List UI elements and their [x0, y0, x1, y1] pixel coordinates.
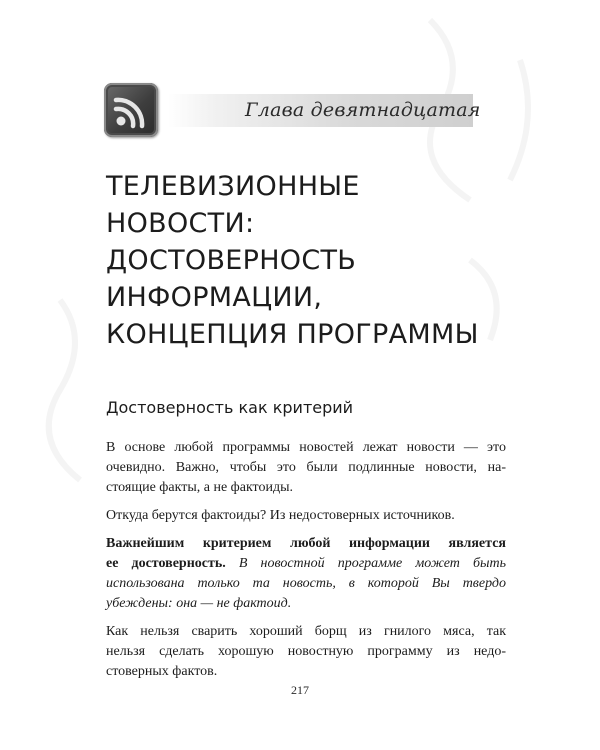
paragraph-line: [106, 574, 506, 594]
paragraph-4: [106, 622, 506, 682]
paragraph-line: [106, 594, 506, 614]
broadcast-icon: [104, 83, 158, 137]
section-heading: Достоверность как критерий: [106, 398, 354, 417]
paragraph-line: [106, 554, 506, 574]
paragraph-line: стоверных фактов.: [106, 664, 218, 679]
emphasis-italic: В новостной программе может быть: [225, 556, 506, 571]
chapter-title-line: НОВОСТИ:: [106, 208, 255, 239]
chapter-label: Глава девятнадцатая: [245, 99, 481, 121]
body-text: [106, 438, 506, 690]
paragraph-line: [106, 534, 506, 554]
emphasis-bold: Важнейшим критерием любой информации является: [106, 536, 506, 551]
chapter-title-line: ИНФОРМАЦИИ,: [106, 282, 323, 313]
chapter-title-line: КОНЦЕПЦИЯ ПРОГРАММЫ: [106, 319, 479, 350]
paragraph-line: стоящие факты, а не фактоиды.: [106, 480, 294, 495]
paragraph-line: Откуда берутся фактоиды? Из недостоверных источников.: [106, 508, 455, 523]
emphasis-italic: убеждены: она — не фактоид.: [106, 596, 292, 611]
page-number: 217: [291, 683, 309, 697]
paragraph-line: очевидно. Важно, чтобы это были подлинные новости, на-: [106, 460, 506, 475]
chapter-title: [106, 168, 526, 353]
emphasis-italic: использована только та новость, в которой Вы твердо: [106, 576, 506, 591]
emphasis-bold: ее достоверность.: [106, 556, 226, 571]
chapter-title-line: ТЕЛЕВИЗИОННЫЕ: [106, 171, 360, 202]
paragraph-line: нельзя сделать хорошую новостную программу из недо-: [106, 644, 506, 659]
chapter-title-line: ДОСТОВЕРНОСТЬ: [106, 245, 357, 276]
paragraph-line: Как нельзя сварить хороший борщ из гнилого мяса, так: [106, 624, 506, 639]
paragraph-line: В основе любой программы новостей лежат новости — это: [106, 440, 506, 455]
paragraph-3: [106, 534, 506, 614]
paragraph-2: [106, 506, 506, 526]
paragraph-1: [106, 438, 506, 498]
